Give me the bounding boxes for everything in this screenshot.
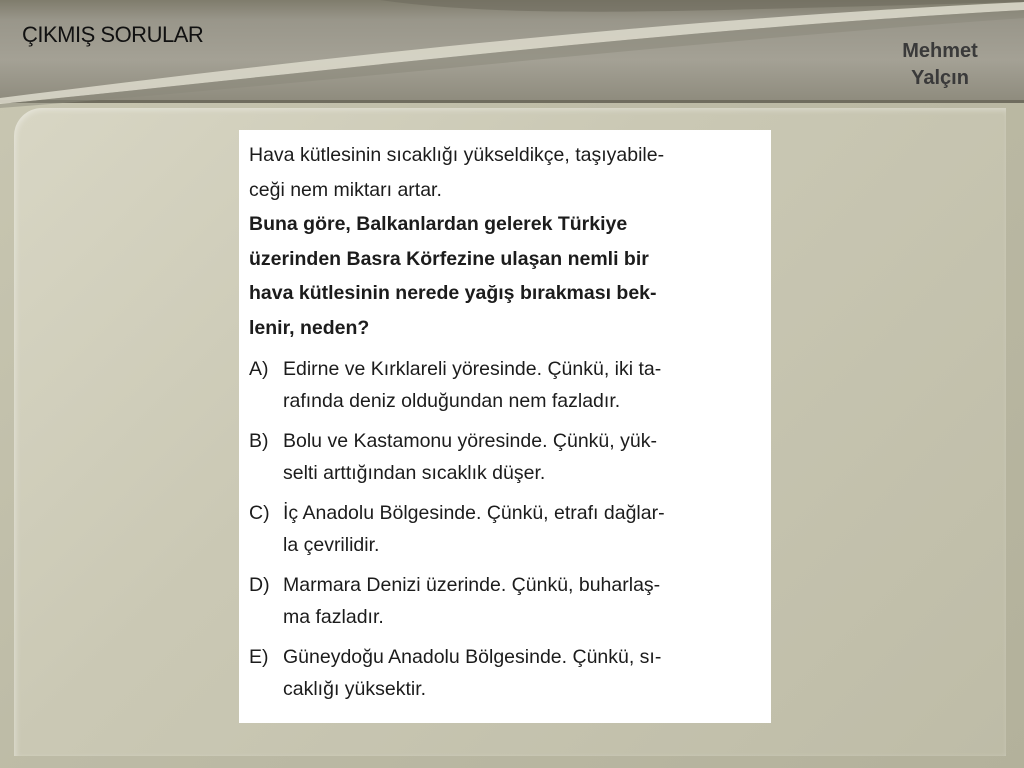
option-line: caklığı yüksektir. <box>283 678 427 700</box>
prompt-line: üzerinden Basra Körfezine ulaşan nemli bir <box>249 247 649 270</box>
option-letter: C) <box>249 502 270 524</box>
option-text <box>283 497 757 561</box>
option-line: selti arttığından sıcaklık düşer. <box>283 462 546 484</box>
option-line: ma fazladır. <box>283 606 384 628</box>
intro-line: ceği nem miktarı artar. <box>249 178 442 201</box>
option-line: Edirne ve Kırklareli yöresinde. Çünkü, iki ta- <box>283 358 662 380</box>
option-line: Bolu ve Kastamonu yöresinde. Çünkü, yük- <box>283 430 657 452</box>
option-text <box>283 425 757 489</box>
option-c <box>249 497 757 561</box>
author-name <box>880 38 1000 92</box>
option-text <box>283 641 757 705</box>
prompt-line: hava kütlesinin nerede yağış bırakması bek- <box>249 282 657 304</box>
option-letter: B) <box>249 430 269 452</box>
question-stem <box>249 138 757 345</box>
option-b <box>249 425 757 489</box>
question-card <box>239 130 771 723</box>
answer-options <box>249 353 757 705</box>
option-line: rafında deniz olduğundan nem fazladır. <box>283 390 621 412</box>
option-d <box>249 569 757 633</box>
author-last-name: Yalçın <box>911 67 969 89</box>
decorative-swoosh <box>0 0 1024 110</box>
intro-line: Hava kütlesinin sıcaklığı yükseldikçe, taşıyabile- <box>249 144 665 166</box>
prompt-line: lenir, neden? <box>249 316 370 339</box>
author-first-name: Mehmet <box>902 40 978 62</box>
slide-title: ÇIKMIŞ SORULAR <box>22 22 204 47</box>
prompt-line: Buna göre, Balkanlardan gelerek Türkiye <box>249 213 628 235</box>
option-line: İç Anadolu Bölgesinde. Çünkü, etrafı dağlar- <box>283 502 665 524</box>
option-text <box>283 569 757 633</box>
option-line: Güneydoğu Anadolu Bölgesinde. Çünkü, sı- <box>283 646 662 668</box>
option-letter: A) <box>249 358 269 380</box>
option-a <box>249 353 757 417</box>
option-line: la çevrilidir. <box>283 534 380 556</box>
option-letter: D) <box>249 574 270 596</box>
option-e <box>249 641 757 705</box>
option-letter: E) <box>249 646 269 668</box>
option-line: Marmara Denizi üzerinde. Çünkü, buharlaş- <box>283 574 661 596</box>
option-text <box>283 353 757 417</box>
